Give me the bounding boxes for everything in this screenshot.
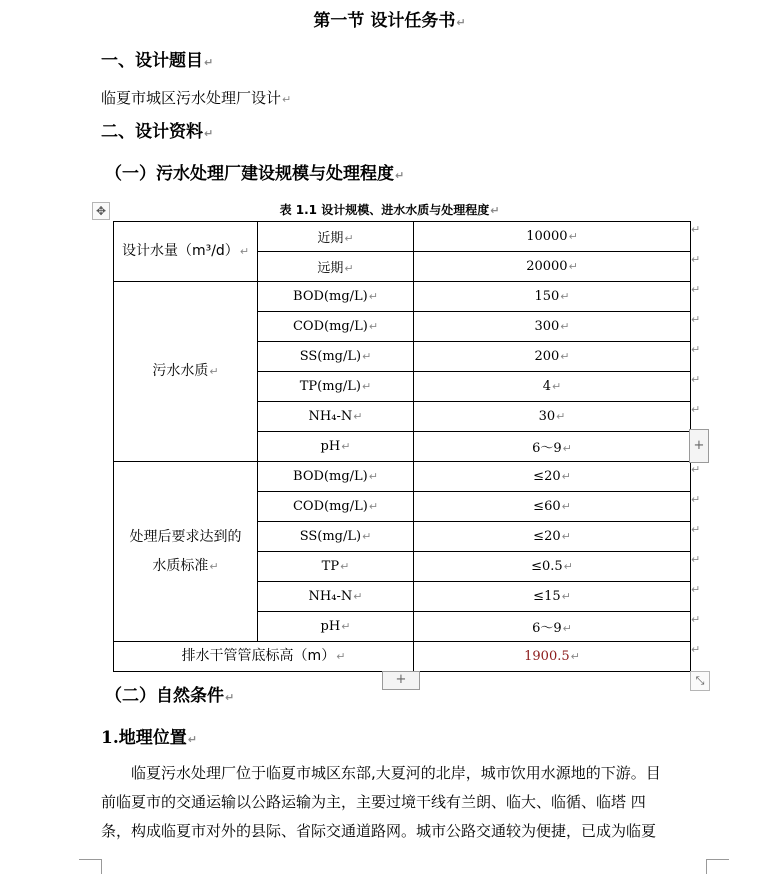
param-cell: COD(mg/L)↵ bbox=[258, 492, 414, 522]
table-row bbox=[114, 282, 691, 312]
resize-diagonal-icon: ⤡ bbox=[695, 674, 705, 687]
section-heading-design-data: 二、设计资料↵ bbox=[101, 122, 214, 142]
group-cell-flow: 设计水量（m³/d）↵ bbox=[114, 222, 258, 282]
value-cell: ≤0.5↵ bbox=[414, 552, 691, 582]
value-cell: 10000↵ bbox=[414, 222, 691, 252]
section-heading-design-topic: 一、设计题目↵ bbox=[101, 51, 214, 71]
group-cell-influent: 污水水质↵ bbox=[114, 282, 258, 462]
value-cell: ≤20↵ bbox=[414, 462, 691, 492]
subsection-heading-scale: （一）污水处理厂建设规模与处理程度↵ bbox=[105, 164, 405, 184]
table-resize-handle[interactable] bbox=[690, 671, 710, 691]
param-cell: NH₄-N↵ bbox=[258, 402, 414, 432]
value-cell: 300↵ bbox=[414, 312, 691, 342]
paragraph-line: 临夏污水处理厂位于临夏市城区东部,大夏河的北岸，城市饮用水源地的下游。目 bbox=[101, 764, 661, 782]
param-cell: SS(mg/L)↵ bbox=[258, 522, 414, 552]
subsection-heading-location: 1.地理位置↵ bbox=[101, 728, 197, 748]
param-cell: SS(mg/L)↵ bbox=[258, 342, 414, 372]
paragraph-location bbox=[101, 759, 709, 846]
paragraph-line: 前临夏市的交通运输以公路运输为主，主要过境干线有兰朗、临大、临循、临塔 四 bbox=[101, 793, 646, 811]
group-cell-elevation: 排水干管管底标高（m）↵ bbox=[114, 642, 414, 672]
page-corner-mark-right bbox=[706, 859, 729, 874]
table-move-handle-icon[interactable]: ✥ bbox=[92, 202, 110, 220]
subsection-heading-natural-conditions: （二）自然条件↵ bbox=[105, 686, 235, 706]
table-row bbox=[114, 222, 691, 252]
param-cell: 远期↵ bbox=[258, 252, 414, 282]
table-row bbox=[114, 462, 691, 492]
param-cell: BOD(mg/L)↵ bbox=[258, 462, 414, 492]
add-row-side-button[interactable] bbox=[689, 429, 709, 463]
paragraph-line: 条，构成临夏市对外的县际、省际交通道路网。城市公路交通较为便捷，已成为临夏 bbox=[101, 822, 657, 840]
param-cell: BOD(mg/L)↵ bbox=[258, 282, 414, 312]
value-cell: 20000↵ bbox=[414, 252, 691, 282]
value-cell: 6～9↵ bbox=[414, 432, 691, 462]
value-cell: 200↵ bbox=[414, 342, 691, 372]
param-cell: COD(mg/L)↵ bbox=[258, 312, 414, 342]
value-cell: ≤15↵ bbox=[414, 582, 691, 612]
page-corner-mark-left bbox=[79, 859, 102, 874]
param-cell: pH↵ bbox=[258, 432, 414, 462]
value-cell: ≤20↵ bbox=[414, 522, 691, 552]
plus-icon: + bbox=[693, 438, 705, 453]
plus-icon: + bbox=[395, 672, 407, 687]
value-cell: ≤60↵ bbox=[414, 492, 691, 522]
design-topic-text: 临夏市城区污水处理厂设计↵ bbox=[101, 89, 292, 107]
design-table bbox=[113, 221, 691, 672]
document-title: 第一节 设计任务书↵ bbox=[313, 11, 466, 31]
table-caption: 表 1.1 设计规模、进水水质与处理程度↵ bbox=[279, 203, 500, 217]
table-row bbox=[114, 642, 691, 672]
param-cell: NH₄-N↵ bbox=[258, 582, 414, 612]
add-row-button[interactable] bbox=[382, 671, 420, 690]
param-cell: pH↵ bbox=[258, 612, 414, 642]
value-cell-elevation: 1900.5↵ bbox=[414, 642, 691, 672]
row-end-marks: ↵ ↵ ↵ ↵ ↵ ↵ ↵ ↵ ↵ ↵ ↵ ↵ ↵ ↵ bbox=[691, 223, 701, 656]
value-cell: 6～9↵ bbox=[414, 612, 691, 642]
group-cell-effluent: 处理后要求达到的 水质标准↵ bbox=[114, 462, 258, 642]
param-cell: TP(mg/L)↵ bbox=[258, 372, 414, 402]
param-cell: 近期↵ bbox=[258, 222, 414, 252]
value-cell: 30↵ bbox=[414, 402, 691, 432]
param-cell: TP↵ bbox=[258, 552, 414, 582]
value-cell: 150↵ bbox=[414, 282, 691, 312]
value-cell: 4↵ bbox=[414, 372, 691, 402]
